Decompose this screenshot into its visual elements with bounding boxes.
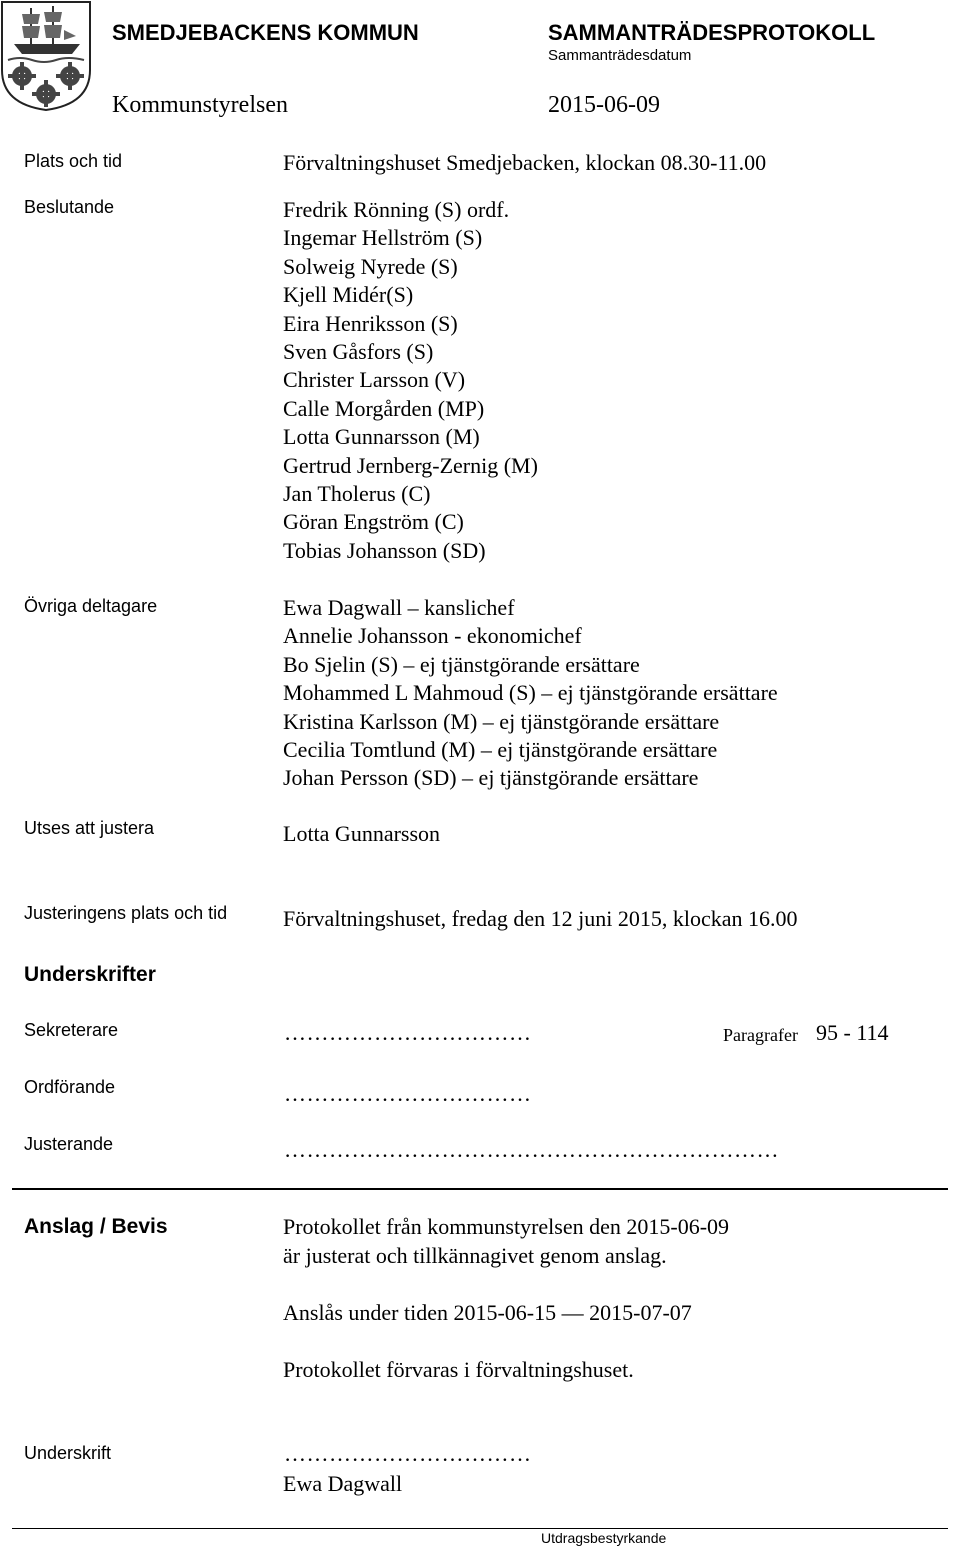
notice-line-1: Protokollet från kommunstyrelsen den 2015-06-09 — [283, 1214, 730, 1239]
list-item: Solweig Nyrede (S) — [283, 253, 458, 279]
chair-label: Ordförande — [24, 1077, 116, 1097]
list-item: Kristina Karlsson (M) – ej tjänstgörande ersättare — [283, 708, 720, 734]
list-item: Annelie Johansson - ekonomichef — [283, 623, 582, 649]
posting-period: Anslås under tiden 2015-06-15 — 2015-07-07 — [283, 1300, 692, 1325]
storage-note: Protokollet förvaras i förvaltningshuset. — [283, 1357, 634, 1382]
deciding-label: Beslutande — [24, 197, 115, 217]
adjuster-signature-line: ………………………………………………………… — [284, 1137, 779, 1162]
notice-heading: Anslag / Bevis — [24, 1215, 168, 1238]
secretary-signature-line: …………………………… — [284, 1020, 532, 1045]
list-item: Tobias Johansson (SD) — [283, 537, 486, 563]
signatures-heading: Underskrifter — [24, 963, 156, 986]
municipality-name: SMEDJEBACKENS KOMMUN — [112, 20, 419, 45]
adjuster-label: Utses att justera — [24, 818, 155, 838]
list-item: Calle Morgården (MP) — [283, 395, 485, 421]
list-item: Göran Engström (C) — [283, 509, 464, 535]
footer-divider — [12, 1528, 948, 1529]
signer-name: Ewa Dagwall — [283, 1471, 403, 1496]
meeting-date: 2015-06-09 — [548, 92, 660, 118]
document-type: SAMMANTRÄDESPROTOKOLL — [548, 20, 876, 45]
place-label: Plats och tid — [24, 151, 123, 171]
footer-label: Utdragsbestyrkande — [541, 1530, 667, 1546]
others-label: Övriga deltagare — [24, 596, 158, 616]
adjuster-value: Lotta Gunnarsson — [283, 821, 441, 846]
list-item: Sven Gåsfors (S) — [283, 339, 434, 365]
place-value: Förvaltningshuset Smedjebacken, klockan 08.30-11.00 — [283, 150, 767, 175]
list-item: Eira Henriksson (S) — [283, 310, 458, 336]
list-item: Fredrik Rönning (S) ordf. — [283, 197, 510, 222]
list-item: Mohammed L Mahmoud (S) – ej tjänstgörande ersättare — [283, 680, 778, 706]
list-item: Bo Sjelin (S) – ej tjänstgörande ersättare — [283, 651, 640, 677]
paragraphs-value: 95 - 114 — [816, 1020, 889, 1045]
list-item: Christer Larsson (V) — [283, 367, 466, 393]
adjust-place-label: Justeringens plats och tid — [24, 903, 228, 923]
list-item: Kjell Midér(S) — [283, 282, 414, 308]
others-list — [283, 594, 778, 793]
signature-label: Underskrift — [24, 1443, 112, 1463]
list-item: Gertrud Jernberg-Zernig (M) — [283, 452, 538, 478]
paragraphs-label: Paragrafer — [723, 1025, 798, 1045]
list-item: Johan Persson (SD) – ej tjänstgörande ersättare — [283, 765, 699, 791]
list-item: Ewa Dagwall – kanslichef — [283, 595, 515, 620]
deciding-list — [283, 196, 538, 565]
divider — [12, 1188, 948, 1190]
list-item: Cecilia Tomtlund (M) – ej tjänstgörande ersättare — [283, 737, 718, 763]
notice-signature-line: …………………………… — [284, 1441, 532, 1466]
secretary-label: Sekreterare — [24, 1020, 119, 1040]
notice-line-2: är justerat och tillkännagivet genom anslag. — [283, 1243, 667, 1268]
list-item: Jan Tholerus (C) — [283, 481, 431, 507]
adjuster-sign-label: Justerande — [24, 1134, 114, 1154]
meeting-date-label: Sammanträdesdatum — [548, 47, 692, 64]
list-item: Lotta Gunnarsson (M) — [283, 424, 480, 450]
chair-signature-line: …………………………… — [284, 1081, 532, 1106]
list-item: Ingemar Hellström (S) — [283, 225, 483, 251]
municipal-coat-of-arms-icon — [0, 0, 92, 112]
adjust-place-value: Förvaltningshuset, fredag den 12 juni 2015, klockan 16.00 — [283, 906, 798, 931]
committee-name: Kommunstyrelsen — [112, 92, 288, 118]
